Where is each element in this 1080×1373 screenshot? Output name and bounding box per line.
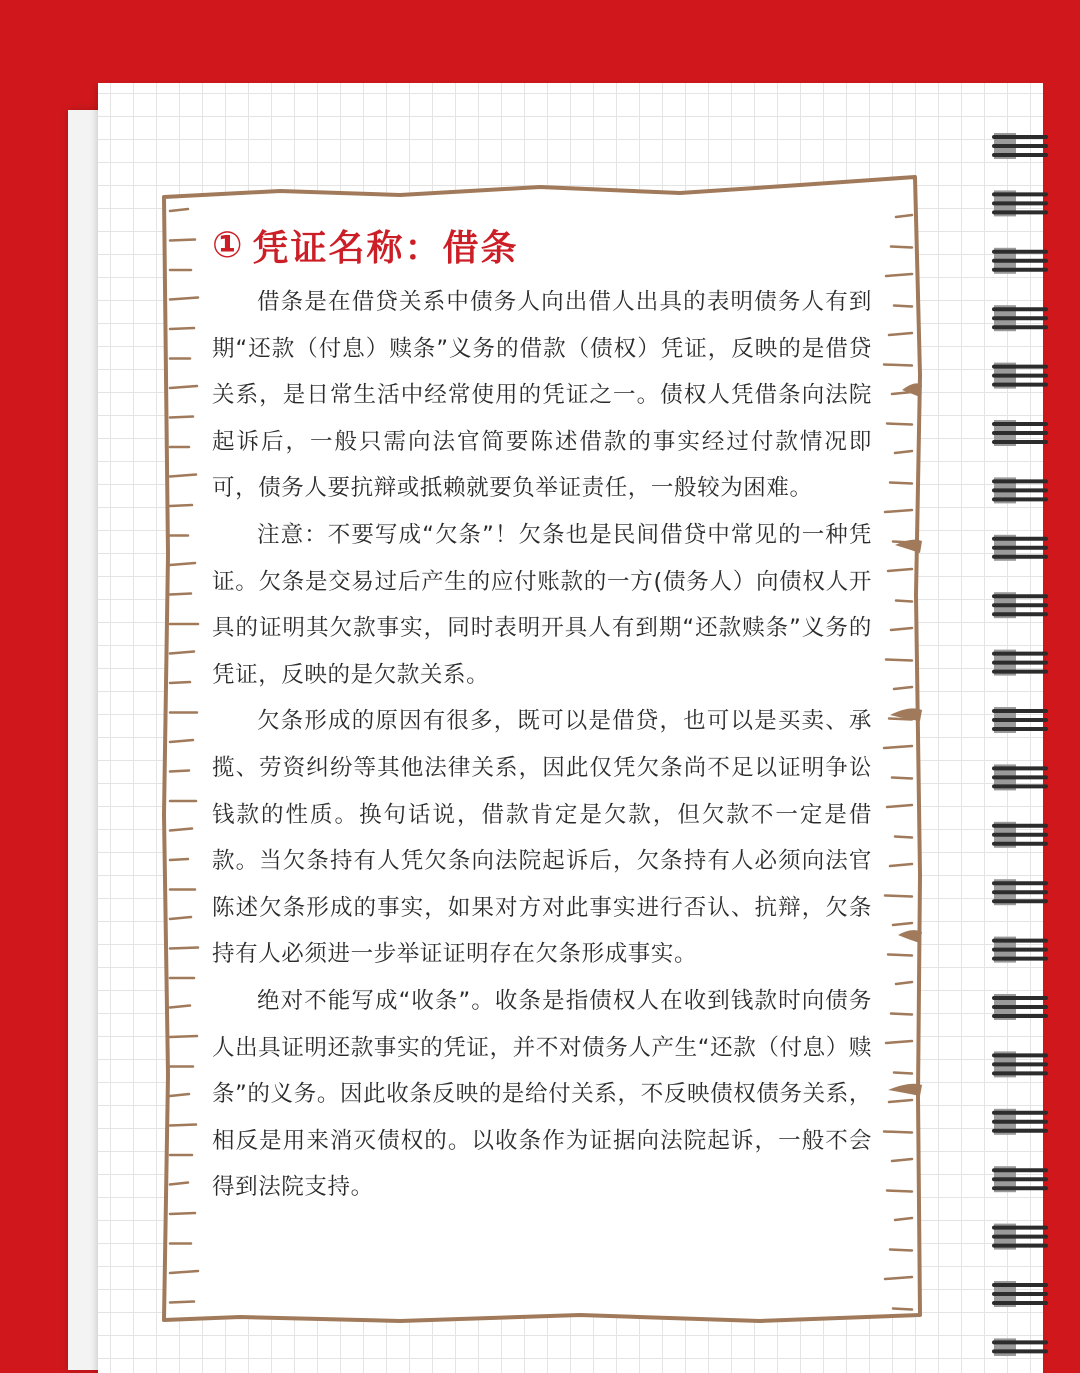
binding-ring — [992, 1281, 1048, 1307]
binding-ring — [992, 879, 1048, 905]
body-text — [212, 279, 872, 1211]
binding-ring — [992, 1051, 1048, 1077]
item-number: ① — [212, 224, 245, 266]
binding-ring — [992, 248, 1048, 274]
binding-ring — [992, 1166, 1048, 1192]
paragraph-debt-note-origins: 欠条形成的原因有很多，既可以是借贷，也可以是买卖、承揽、劳资纠纷等其他法律关系，因此仅凭欠条尚不足以证明争讼钱款的性质。换句话说，借款肯定是欠款，但欠款不一定是借款。当欠条持有人凭欠条向法院起诉后，欠条持有人必须向法官陈述欠条形成的事实，如果对方对此事实进行否认、抗辩，欠条持有人必须进一步举证证明存在欠条形成事实。 — [212, 708, 872, 968]
binding-ring — [992, 650, 1048, 676]
binding-ring — [992, 937, 1048, 963]
binding-ring — [992, 477, 1048, 503]
binding-ring — [992, 592, 1048, 618]
paragraph-not-debt-note: 注意：不要写成“欠条”！欠条也是民间借贷中常见的一种凭证。欠条是交易过后产生的应付账款的一方(债务人）向债权人开具的证明其欠款事实，同时表明开具人有到期“还款赎条”义务的凭证，反映的是欠款关系。 — [212, 521, 872, 688]
heading-label: 凭证名称： — [252, 227, 443, 269]
spiral-binding — [990, 125, 1060, 1356]
binding-ring — [992, 363, 1048, 389]
binding-ring — [992, 1338, 1048, 1356]
binding-ring — [992, 822, 1048, 848]
paragraph-iou-definition: 借条是在借贷关系中债务人向出借人出具的表明债务人有到期“还款（付息）赎条”义务的借款（债权）凭证，反映的是借贷关系，是日常生活中经常使用的凭证之一。债权人凭借条向法院起诉后，一般只需向法官简要陈述借款的事实经过付款情况即可，债务人要抗辩或抵赖就要负举证责任，一般较为困难。 — [212, 289, 872, 502]
binding-ring — [992, 1224, 1048, 1250]
binding-ring — [992, 420, 1048, 446]
binding-ring — [992, 133, 1048, 159]
binding-ring — [992, 764, 1048, 790]
binding-ring — [992, 305, 1048, 331]
binding-ring — [992, 1109, 1048, 1135]
paragraph-not-receipt: 绝对不能写成“收条”。收条是指债权人在收到钱款时向债务人出具证明还款事实的凭证，并不对债务人产生“还款（付息）赎条”的义务。因此收条反映的是给付关系，不反映债权债务关系，相反是用来消灭债权的。以收条作为证据向法院起诉，一般不会得到法院支持。 — [212, 987, 872, 1201]
binding-ring — [992, 707, 1048, 733]
binding-ring — [992, 994, 1048, 1020]
page-title — [212, 222, 519, 268]
binding-ring — [992, 535, 1048, 561]
binding-ring — [992, 190, 1048, 216]
heading-term: 借条 — [442, 227, 519, 269]
